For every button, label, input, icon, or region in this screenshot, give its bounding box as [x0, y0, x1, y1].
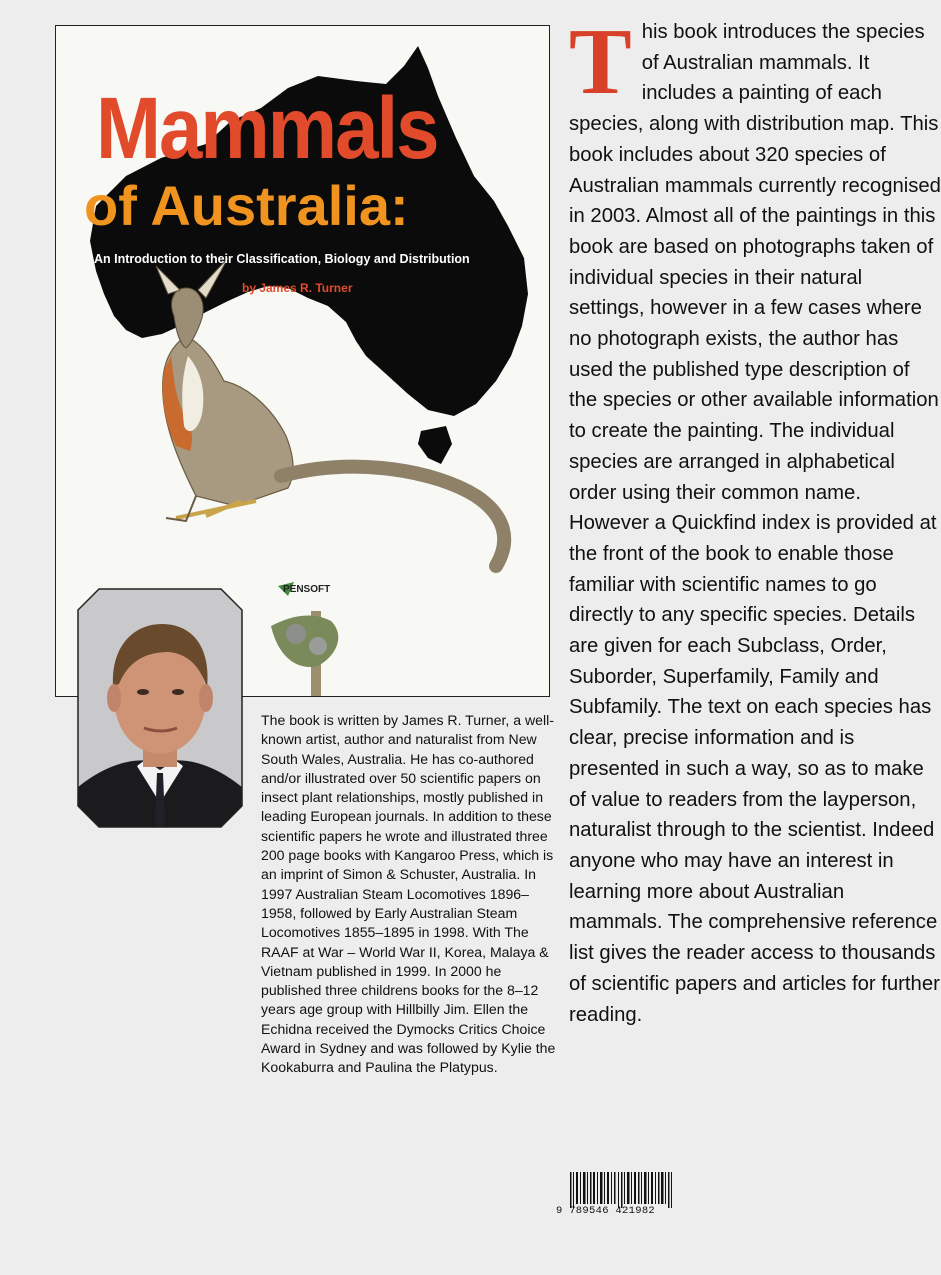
cover-title-line2: of Australia:	[84, 174, 409, 237]
cover-author: by James R. Turner	[242, 281, 353, 295]
isbn-number: 9 789546 421982	[556, 1205, 656, 1217]
isbn-barcode	[562, 1172, 688, 1208]
author-photo	[77, 588, 243, 828]
book-description-text: his book introduces the species of Australian mammals. It includes a painting of each species, along with distribution map. This book includes about 320 species of Australian mammals currently recognised in 2003. Almost all of the paintings in this book are based on photographs taken of individual species in their natural settings, however in a few cases where no photograph exists, the author has used the published type description of the species or other available information to create the painting. The individual species are arranged in alphabetical order using their common name. However a Quickfind index is provided at the front of the book to enable those familiar with scientific names to go directly to any specific species. Details are given for each Subclass, Order, Suborder, Superfamily, Family and Subfamily. The text on each species has clear, precise information and is presented in such a way, so as to make of value to readers from the layperson, naturalist through to the scientist. Indeed anyone who may have an interest in learning more about Australian mammals. The comprehensive reference list gives the reader access to thousands of scientific papers and articles for further reading.	[569, 21, 941, 1026]
author-biography: The book is written by James R. Turner, a well-known artist, author and naturalist from New South Wales, Australia. He has co-authored and/or illustrated over 50 scientific papers on insect plant relationships, mostly published in leading European journals. In addition to these scientific papers he wrote and illustrated three 200 page books with Kangaroo Press, which is an imprint of Simon & Schuster, Australia. In 1997 Australian Steam Locomotives 1896–1958, followed by Early Australian Steam Locomotives 1855–1895 in 1998. With The RAAF at War – World War II, Korea, Malaya & Vietnam published in 1999. In 2000 he published three childrens books for the 8–12 years age group with Hillbilly Jim. Ellen the Echidna received the Dymocks Critics Choice Award in Sydney and was followed by Kylie the Kookaburra and Paulina the Platypus.	[261, 712, 556, 1076]
cover-title: Mammals	[96, 78, 438, 177]
book-description	[569, 10, 941, 1030]
cover-subtitle: An Introduction to their Classification, Biology and Distribution	[94, 252, 470, 266]
publisher-logo-text: PENSOFT	[283, 584, 331, 595]
drop-cap: T	[569, 10, 632, 114]
koala-logo	[271, 582, 338, 696]
